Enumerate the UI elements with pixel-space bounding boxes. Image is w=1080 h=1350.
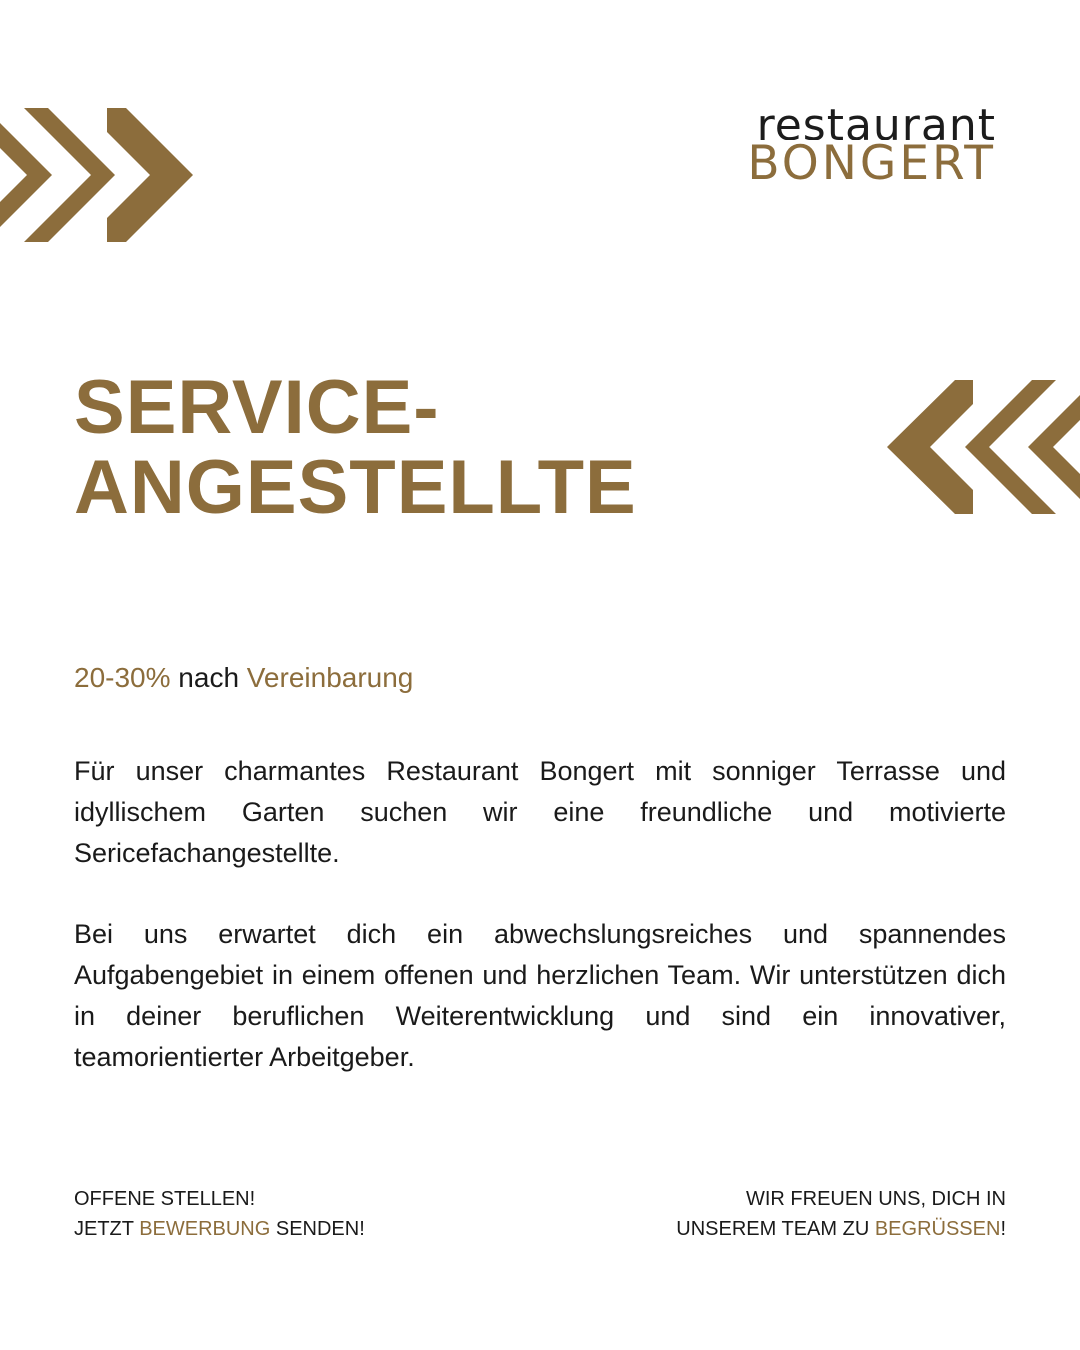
footer-left-pre: JETZT — [74, 1218, 140, 1240]
footer-right-highlight: BEGRÜSSEN — [874, 1218, 1001, 1240]
footer-right-line-1: WIR FREUEN UNS, DICH IN — [746, 1188, 1006, 1210]
footer-right-post: ! — [1000, 1218, 1006, 1240]
footer-right-line-2 — [676, 1214, 1006, 1244]
offer-paragraph: Bei uns erwartet dich ein abwechslungsreiches und spannendes Aufgabengebiet in einem offenen und herzlichen Team. Wir unterstützen dich in deiner beruflichen Weiterentwicklung und sind ein innovativer, teamorientierter Arbeitgeber. — [74, 919, 1006, 1072]
footer-call-to-action — [74, 1184, 365, 1244]
intro-paragraph: Für unser charmantes Restaurant Bongert mit sonniger Terrasse und idyllischem Garten suchen wir eine freundliche und motivierte Sericefachangestellte. — [74, 756, 1006, 868]
logo-wordmark-bottom: BONGERT — [747, 136, 996, 191]
chevrons-right-icon — [0, 108, 200, 243]
footer-left-line-1: OFFENE STELLEN! — [74, 1188, 256, 1210]
footer-right-pre: UNSEREM TEAM ZU — [676, 1218, 875, 1240]
workload-info — [74, 660, 413, 696]
footer-left-highlight: BEWERBUNG — [139, 1218, 271, 1240]
footer-left-post: SENDEN! — [270, 1218, 365, 1240]
chevrons-left-icon — [885, 380, 1080, 515]
workload-connector: nach — [170, 662, 247, 693]
job-title-line-1: SERVICE- — [74, 365, 440, 450]
footer-left-line-2 — [74, 1214, 365, 1244]
logo-wordmark-top: restaurant — [756, 104, 996, 140]
footer-welcome — [676, 1184, 1006, 1244]
restaurant-logo — [747, 104, 996, 191]
job-title — [74, 365, 637, 530]
job-title-line-2: ANGESTELLTE — [74, 445, 637, 530]
workload-agreement: Vereinbarung — [246, 662, 414, 693]
workload-percent: 20-30% — [74, 662, 171, 693]
